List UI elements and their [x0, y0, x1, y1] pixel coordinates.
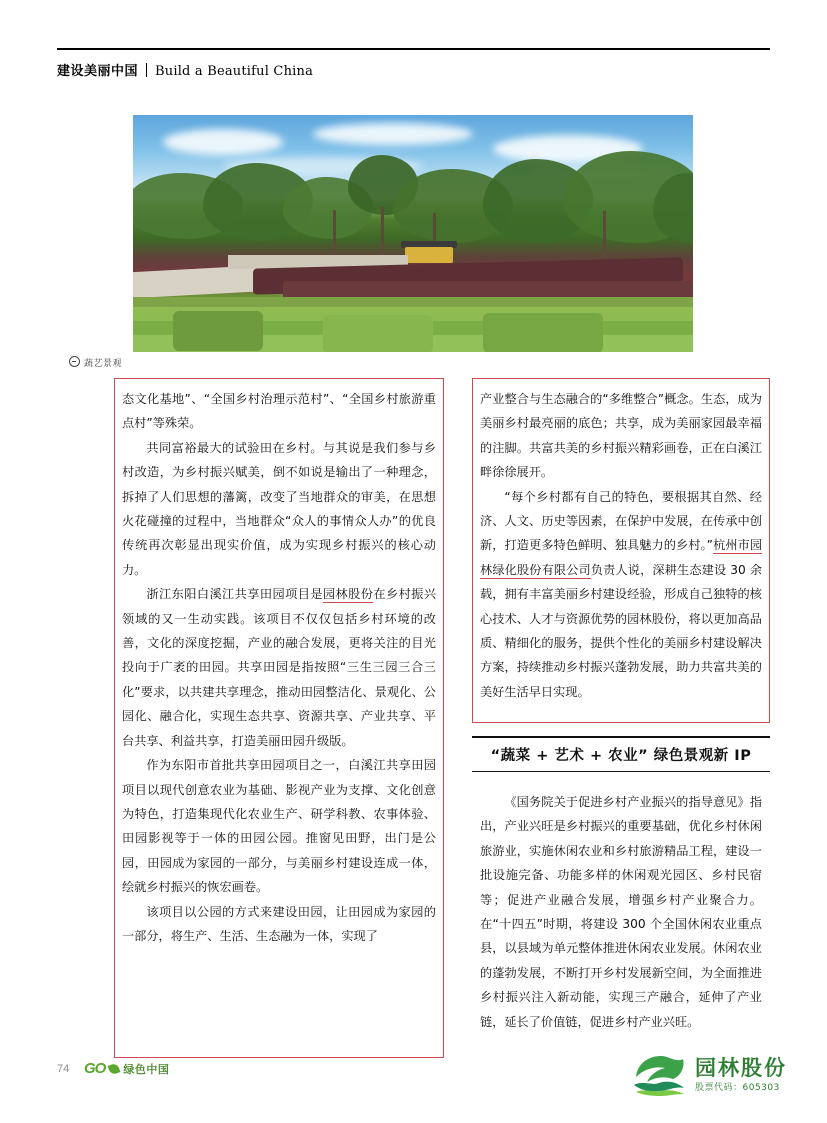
- page-header: [57, 48, 770, 90]
- right-column-bottom-text: [480, 790, 762, 1034]
- circled-arrow-icon: [69, 356, 80, 367]
- figure-caption-text: 蔬艺景观: [84, 359, 123, 369]
- photo-canvas: [133, 115, 693, 352]
- paragraph: 态文化基地”、“全国乡村治理示范村”、“全国乡村旅游重点村”等殊荣。: [122, 392, 436, 431]
- header-divider: [146, 63, 147, 77]
- header-title-en: Build a Beautiful China: [155, 64, 314, 79]
- corporate-logo: [631, 1053, 787, 1097]
- right-column-top-text: [480, 387, 762, 704]
- paragraph: 浙江东阳白溪江共享田园项目是园林股份在乡村振兴领域的又一生动实践。该项目不仅仅包括乡村环境的改善，文化的深度挖掘，产业的融合发展，更将关注的目光投向于广袤的田园。共享田园是指按照“三生三园三合三化”要求，以共建共享理念，推动田园整洁化、景观化、公园化、融合化，实现生态共享、资源共享、产业共享、平台共享、利益共享，打造美丽田园升级版。: [122, 587, 437, 748]
- corporate-stock-code: 股票代码：605303: [695, 1083, 780, 1094]
- figure-photo: [133, 115, 693, 352]
- leaf-icon: [108, 1062, 121, 1075]
- magazine-name: 绿色中国: [123, 1062, 170, 1076]
- highlighted-company-name: 杭州市园林绿化股份有限公司: [480, 538, 763, 577]
- left-column-text: [122, 387, 436, 948]
- leaf-wave-icon: [631, 1053, 687, 1097]
- magazine-logo-text: GO: [84, 1060, 106, 1077]
- paragraph: 产业整合与生态融合的“多维整合”概念。生态，成为美丽乡村最亮丽的底色；共享，成为美丽家园最幸福的注脚。共富共美的乡村振兴精彩画卷，正在白溪江畔徐徐展开。: [480, 392, 762, 480]
- paragraph: “每个乡村都有自己的特色，要根据其自然、经济、人文、历史等因素，在保护中发展，在传承中创新，打造更多特色鲜明、独具魅力的乡村。”杭州市园林绿化股份有限公司负责人说，深耕生态建设 30 余载，拥有丰富美丽乡村建设经验，形成自己独特的核心技术、人才与资源优势的园林股份，将以更加高品质、精细化的服务，提供个性化的美丽乡村建设解决方案，持续推动乡村振兴蓬勃发展，助力共富共美的美好生活早日实现。: [480, 489, 763, 699]
- paragraph: 《国务院关于促进乡村产业振兴的指导意见》指出，产业兴旺是乡村振兴的重要基础，优化乡村休闲旅游业，实施休闲农业和乡村旅游精品工程，建设一批设施完备、功能多样的休闲观光园区、乡村民宿等；促进产业融合发展，增强乡村产业聚合力。在“十四五”时期，将建设 300 个全国休闲农业重点县，以县域为单元整体推进休闲农业发展。休闲农业的蓬勃发展，不断打开乡村发展新空间，为全面推进乡村振兴注入新动能，实现三产融合，延伸了产业链，延长了价值链，促进乡村产业兴旺。: [480, 795, 762, 1029]
- figure-caption: [69, 355, 122, 369]
- magazine-footer-logo: [84, 1060, 169, 1077]
- corporate-name: 园林股份: [695, 1056, 787, 1081]
- highlighted-company-name: 园林股份: [322, 587, 374, 602]
- header-rule: [57, 48, 770, 50]
- header-title-cn: 建设美丽中国: [57, 64, 139, 79]
- page-number: 74: [57, 1063, 70, 1075]
- corporate-text: [695, 1056, 787, 1093]
- header-title-group: [57, 60, 313, 79]
- paragraph: 该项目以公园的方式来建设田园，让田园成为家园的一部分，将生产、生活、生态融为一体，实现了: [122, 904, 436, 943]
- paragraph: 作为东阳市首批共享田园项目之一，白溪江共享田园项目以现代创意农业为基础、影视产业为支撑、文化创意为特色，打造集现代化农业生产、研学科教、农事体验、田园影视等于一体的田园公园。推窗见田野，出门是公园，田园成为家园的一部分，与美丽乡村建设连成一体，绘就乡村振兴的恢宏画卷。: [122, 758, 436, 895]
- section-subheading: “蔬菜 + 艺术 + 农业” 绿色景观新 IP: [472, 736, 770, 772]
- paragraph: 共同富裕最大的试验田在乡村。与其说是我们参与乡村改造，为乡村振兴赋美，倒不如说是输出了一种理念，拆掉了人们思想的藩篱，改变了当地群众的审美，在思想火花碰撞的过程中，当地群众“众人的事情众人办”的优良传统再次彰显出现实价值，成为实现乡村振兴的核心动力。: [122, 440, 436, 577]
